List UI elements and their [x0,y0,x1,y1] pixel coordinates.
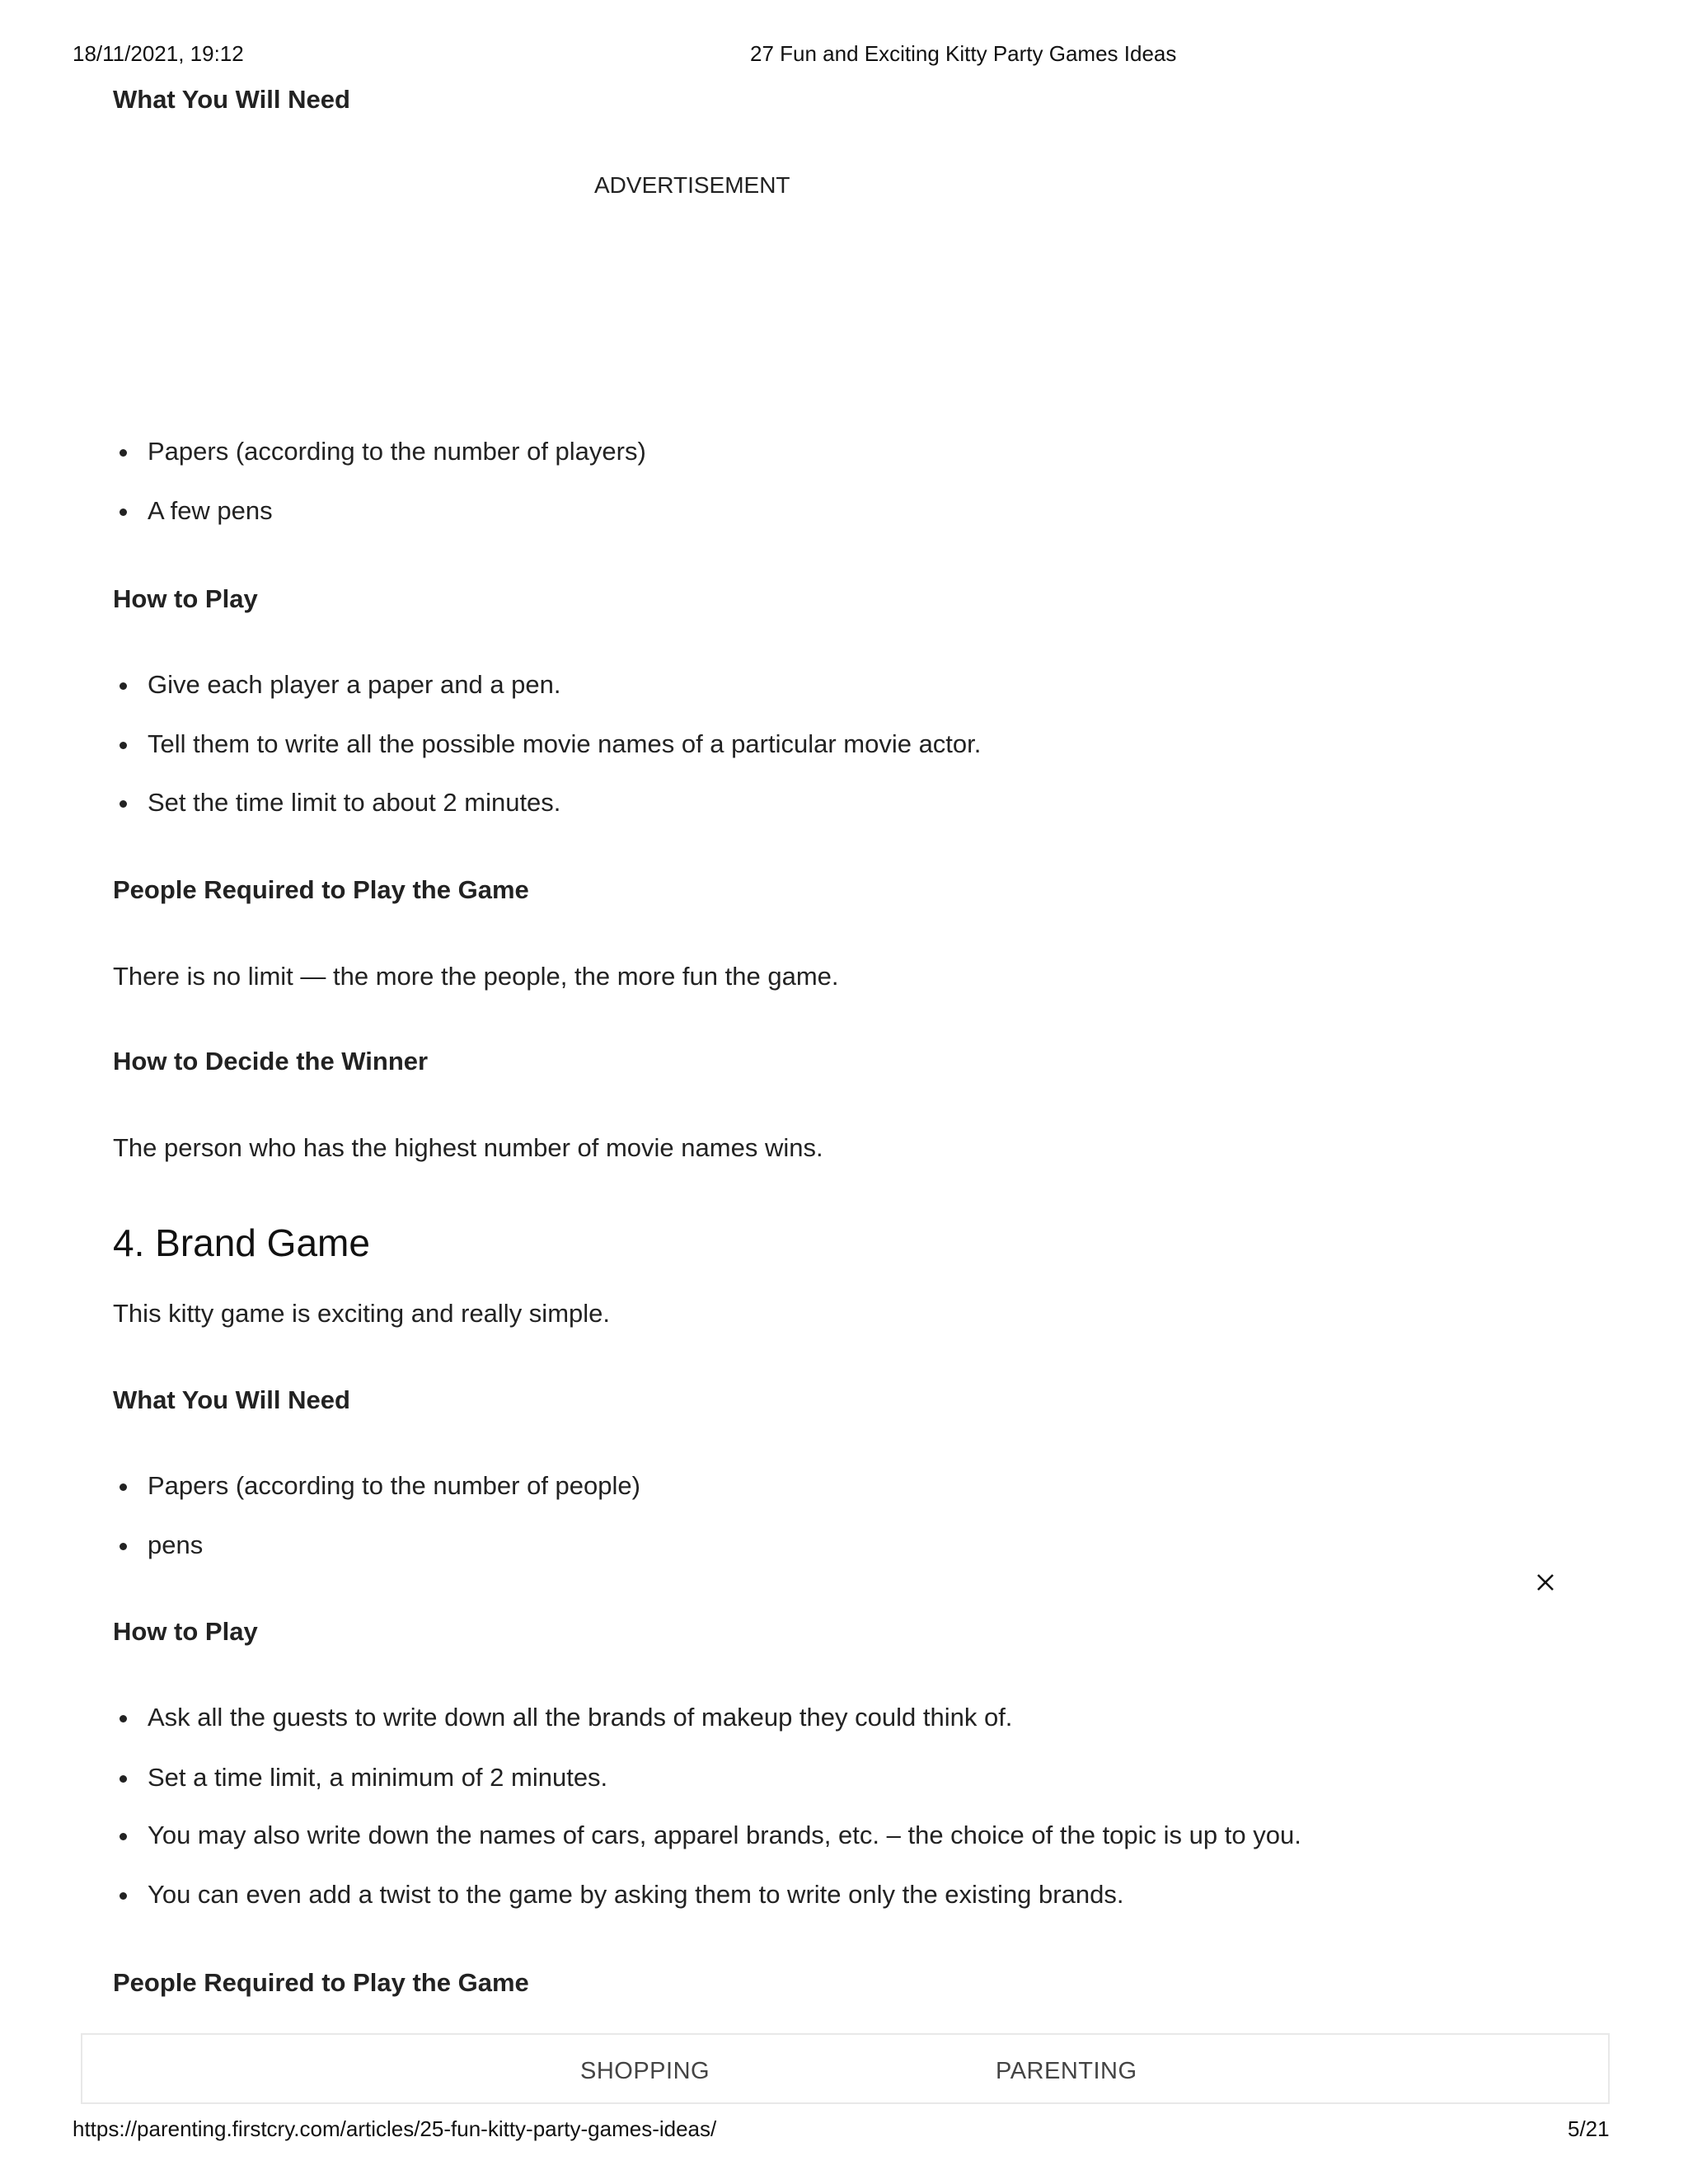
print-url: https://parenting.firstcry.com/articles/25-fun-kitty-party-games-ideas/ [73,2116,717,2141]
bullet-icon [120,800,127,808]
print-page-number: 5/21 [1568,2116,1610,2141]
winner-text: The person who has the highest number of movie names wins. [113,1133,823,1162]
people-required-heading: People Required to Play the Game [113,875,529,904]
list-item: Set the time limit to about 2 minutes. [113,790,560,815]
bullet-icon [120,1775,127,1783]
list-item: Papers (according to the number of players) [113,438,646,464]
people-required-text: There is no limit — the more the people, the more fun the game. [113,962,839,991]
bullet-icon [120,742,127,749]
how-to-play-heading: How to Play [113,584,258,613]
list-item: Papers (according to the number of people) [113,1473,640,1498]
section-title: 4. Brand Game [113,1221,370,1264]
bullet-icon [120,682,127,690]
list-item: pens [113,1532,203,1558]
list-item: Ask all the guests to write down all the brands of makeup they could think of. [113,1704,1012,1730]
nav-shopping-link[interactable]: SHOPPING [580,2058,710,2084]
print-document-title: 27 Fun and Exciting Kitty Party Games Ideas [750,41,1177,66]
advertisement-label: ADVERTISEMENT [594,172,790,198]
bullet-icon [120,1483,127,1491]
bullet-icon [120,1892,127,1900]
list-item: You can even add a twist to the game by asking them to write only the existing brands. [113,1882,1123,1907]
bullet-icon [120,1543,127,1550]
section-intro: This kitty game is exciting and really simple. [113,1299,611,1328]
list-item: A few pens [113,498,273,523]
bottom-nav-bar [81,2033,1610,2104]
print-datetime: 18/11/2021, 19:12 [73,41,244,66]
list-item: You may also write down the names of cars, apparel brands, etc. – the choice of the topic is up to you. [113,1822,1301,1848]
need-heading: What You Will Need [113,1385,350,1414]
bullet-icon [120,1833,127,1840]
bullet-icon [120,509,127,516]
need-heading: What You Will Need [113,85,350,114]
nav-parenting-link[interactable]: PARENTING [996,2058,1137,2084]
close-icon-svg [1533,1570,1558,1595]
bullet-icon [120,1715,127,1722]
list-item: Give each player a paper and a pen. [113,672,561,697]
close-icon[interactable] [1533,1570,1558,1595]
how-to-play-heading: How to Play [113,1617,258,1646]
bullet-icon [120,449,127,457]
winner-heading: How to Decide the Winner [113,1047,429,1076]
list-item: Set a time limit, a minimum of 2 minutes. [113,1765,607,1790]
list-item: Tell them to write all the possible movie names of a particular movie actor. [113,731,981,757]
people-required-heading: People Required to Play the Game [113,1968,529,1997]
